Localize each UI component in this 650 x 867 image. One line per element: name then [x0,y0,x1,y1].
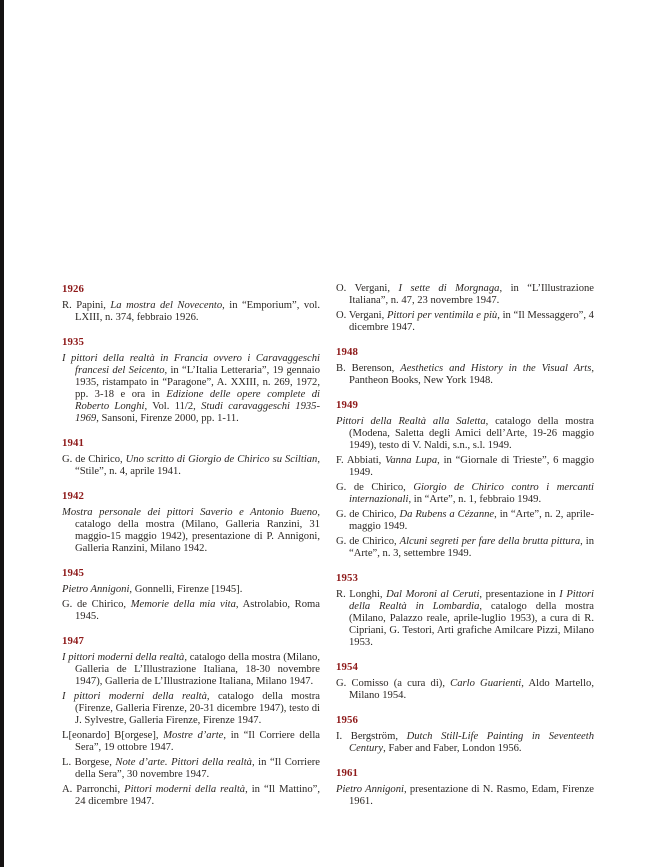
entry-text: , in “Emporium”, vol. LXIII, n. 374, febbraio 1926. [75,300,321,323]
entry-text: G. de Chirico, [62,599,131,610]
bibliography-year-section [62,437,320,478]
entry-title-italic: I sette di Morgnaga [398,283,500,294]
entry-text: L. Borgese, [62,757,116,768]
entry-text: B. Berenson, [336,363,401,374]
year-heading: 1926 [62,283,84,295]
entry-text: , in “Il Corriere della Sera”, 19 ottobre 1947. [75,730,320,753]
entry-text: , Faber and Faber, London 1956. [383,743,522,754]
entry-text: , in “Il Mattino”, 24 dicembre 1947. [75,784,321,807]
entry-title-italic: Giorgio de Chirico contro i mercanti internazionali [349,482,594,505]
bibliography-year-section [336,283,594,334]
bibliography-year-section [336,714,594,755]
entry-title-italic: Aesthetics and History in the Visual Arts [400,363,592,374]
entry-text: A. Parronchi, [62,784,125,795]
entry-text: G. Comisso (a cura di), [336,678,451,689]
bibliography-year-section [336,767,594,808]
entry-text: O. Vergani, [336,310,387,321]
entry-title-italic: I pittori della realtà in Francia ovvero i Caravaggeschi francesi del Seicento [62,353,320,376]
bibliography-entry [62,507,320,555]
bibliography-entry [336,283,594,307]
bibliography-entry [62,757,320,781]
bibliography-entry [62,300,320,324]
bibliography-entry [336,678,594,702]
entry-title-italic: Mostre d’arte [163,730,224,741]
bibliography-entry [62,691,320,727]
entry-title-italic: Edizione delle opere complete di Roberto Longhi [75,389,320,412]
entry-title-italic: Da Rubens a Cézanne [399,509,495,520]
year-heading: 1941 [62,437,84,449]
bibliography-entry [336,455,594,479]
entry-text: , Pantheon Books, New York 1948. [349,363,595,386]
entry-text: G. de Chirico, [336,482,414,493]
entry-title-italic: Dal Moroni al Ceruti [386,589,480,600]
entry-text: I. Bergström, [336,731,407,742]
year-heading: 1945 [62,567,84,579]
entry-text: , Aldo Martello, Milano 1954. [349,678,594,701]
entry-title-italic: Alcuni segreti per fare della brutta pittura [399,536,581,547]
entry-text: , in “Arte”, n. 1, febbraio 1949. [408,494,542,505]
entry-text: , in “Arte”, n. 2, aprile-maggio 1949. [349,509,594,532]
bibliography-entry [336,482,594,506]
bibliography-entry [62,784,320,808]
entry-title-italic: Vanna Lupa [385,455,438,466]
year-heading: 1961 [336,767,358,779]
entry-title-italic: Pittori moderni della realtà [124,784,246,795]
bibliography-entry [62,454,320,478]
entry-title-italic: I pittori moderni della realtà [62,691,207,702]
bibliography-year-section [336,346,594,387]
entry-text: G. de Chirico, [62,454,126,465]
bibliography-year-section [62,635,320,808]
bibliography-year-section [62,490,320,555]
bibliography-entry [336,784,594,808]
entry-text: , catalogo della mostra (Milano, Galleria Ranzini, 31 maggio-15 maggio 1942), presentazione di P. Annigoni, Galleria Ranzini, Milano 1942. [75,507,320,554]
bibliography-right-column [336,283,594,820]
year-heading: 1956 [336,714,358,726]
bibliography-entry [336,731,594,755]
entry-text: , in “Il Messaggero”, 4 dicembre 1947. [349,310,594,333]
bibliography-year-section [336,572,594,649]
bibliography-entry [336,416,594,452]
bibliography-entry [62,599,320,623]
entry-text: O. Vergani, [336,283,399,294]
bibliography-entry [336,310,594,334]
bibliography-left-column [62,283,320,820]
entry-text: , presentazione di N. Rasmo, Edam, Firenze 1961. [349,784,595,807]
bibliography-year-section [62,283,320,324]
bibliography-entry [336,509,594,533]
bibliography-entry [62,584,320,596]
entry-title-italic: La mostra del Novecento [110,300,223,311]
entry-text: , in “L’Illustrazione Italiana”, n. 47, 23 novembre 1947. [349,283,594,306]
entry-title-italic: Pittori della Realtà alla Saletta [336,416,486,427]
entry-title-italic: Carlo Guarienti [450,678,522,689]
entry-text: G. de Chirico, [336,509,400,520]
entry-title-italic: Uno scritto di Giorgio de Chirico su Sciltian [125,454,318,465]
page-edge-shadow [0,0,4,867]
year-heading: 1948 [336,346,358,358]
entry-text: , catalogo della mostra (Firenze, Galleria Firenze, 20-31 dicembre 1947), testo di J. Sylvestre, Galleria Firenze, Firenze 1947. [75,691,320,726]
entry-text: G. de Chirico, [336,536,400,547]
entry-title-italic: Pietro Annigoni [336,784,404,795]
entry-text: , “Stile”, n. 4, aprile 1941. [75,454,320,477]
entry-text: , presentazione in [479,589,560,600]
year-heading: 1949 [336,399,358,411]
year-heading: 1953 [336,572,358,584]
entry-title-italic: Note d’arte. Pittori della realtà [115,757,252,768]
entry-title-italic: Pittori per ventimila e più [386,310,498,321]
year-heading: 1947 [62,635,84,647]
year-heading: 1954 [336,661,358,673]
year-heading: 1935 [62,336,84,348]
entry-title-italic: Studi caravaggeschi 1935-1969 [75,401,320,424]
entry-text: , in “Giornale di Trieste”, 6 maggio 1949. [349,455,594,478]
entry-text: L[eonardo] B[orgese], [62,730,164,741]
entry-text: , catalogo della mostra (Milano, Galleria de L’Illustrazione Italiana, 18-30 novembre 1947), Galleria de L’Illustrazione Italiana, Milano 1947. [75,652,320,687]
bibliography-entry [62,652,320,688]
bibliography-year-section [62,336,320,425]
entry-text: , Gonnelli, Firenze [1945]. [129,584,243,595]
entry-text: , in “L’Italia Letteraria”, 19 gennaio 1935, ristampato in “Paragone”, A. XXIII, n. 269, 1972, pp. 3-18 e ora in [75,365,320,400]
bibliography-entry [62,353,320,425]
bibliography-entry [62,730,320,754]
entry-text: , in “Arte”, n. 3, settembre 1949. [349,536,595,559]
entry-title-italic: Pietro Annigoni [62,584,130,595]
bibliography-entry [336,536,594,560]
entry-text: F. Abbiati, [336,455,386,466]
entry-title-italic: Mostra personale dei pittori Saverio e Antonio Bueno [62,507,318,518]
entry-text: , in “Il Corriere della Sera”, 30 novembre 1947. [75,757,320,780]
entry-title-italic: Memorie della mia vita [130,599,236,610]
entry-title-italic: I pittori moderni della realtà [62,652,185,663]
entry-text: , catalogo della mostra (Milano, Palazzo reale, aprile-luglio 1953), a cura di R. Cipriani, G. Testori, Arti grafiche Amilcare Pizzi, Milano 1953. [349,601,594,648]
entry-text: , catalogo della mostra (Modena, Saletta degli Amici dell’Arte, 19-26 maggio 1949), testo di V. Naldi, s.n., s.l. 1949. [349,416,594,451]
bibliography-year-section [336,399,594,560]
bibliography-entry [336,363,594,387]
entry-text: , Sansoni, Firenze 2000, pp. 1-11. [96,413,239,424]
entry-title-italic: I Pittori della Realtà in Lombardia [349,589,594,612]
entry-text: R. Longhi, [336,589,387,600]
entry-text: , Vol. 11/2, [144,401,202,412]
entry-text: R. Papini, [62,300,111,311]
entry-title-italic: Dutch Still-Life Painting in Seventeeth Century [349,731,594,754]
entry-text: , Astrolabio, Roma 1945. [75,599,320,622]
year-heading: 1942 [62,490,84,502]
bibliography-entry [336,589,594,649]
bibliography-year-section [62,567,320,623]
bibliography-year-section [336,661,594,702]
